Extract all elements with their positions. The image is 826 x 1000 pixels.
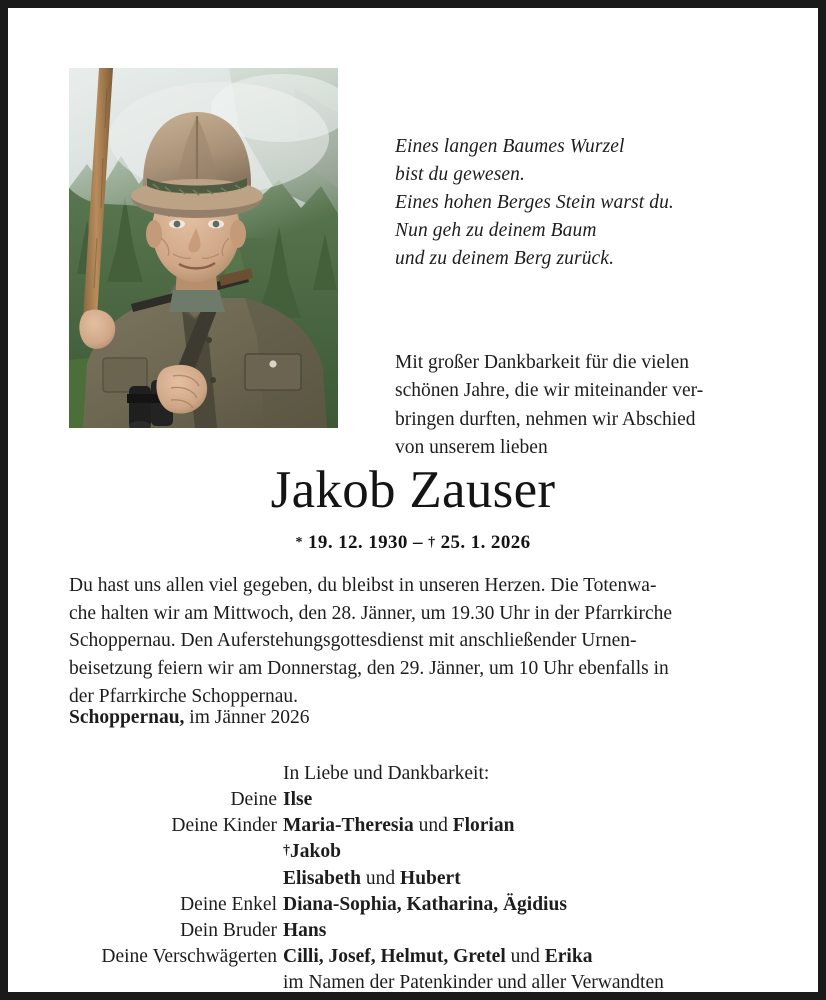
announcement-line-3: Schoppernau. Den Auferstehungsgottesdienst mit anschließender Urnen- <box>69 630 637 652</box>
family-row <box>8 866 818 892</box>
family-names: Diana-Sophia, Katharina, Ägidius <box>283 893 567 915</box>
death-date: 25. 1. 2026 <box>440 532 531 553</box>
family-row <box>8 892 818 918</box>
notice-inner <box>8 8 818 992</box>
family-relation-label: Dein Bruder <box>180 919 277 941</box>
family-relation-label: Deine Kinder <box>171 815 277 837</box>
family-row <box>8 839 818 865</box>
verse-line-2: bist du gewesen. <box>395 164 525 186</box>
notice-date: im Jänner 2026 <box>189 707 310 728</box>
life-dates <box>8 532 818 554</box>
announcement-text <box>69 572 771 710</box>
deceased-name: Jakob Zauser <box>270 461 556 519</box>
thanks-line-3: bringen durften, nehmen wir Abschied <box>395 408 696 430</box>
death-cross-icon: † <box>428 535 436 550</box>
family-relation-label: Deine Verschwägerten <box>101 945 277 967</box>
thanks-line-4: von unserem lieben <box>395 437 548 459</box>
family-names: †Jakob <box>283 841 341 863</box>
birth-date: 19. 12. 1930 <box>308 532 408 553</box>
verse-line-3: Eines hohen Berges Stein warst du. <box>395 192 674 214</box>
memorial-verse <box>395 133 795 273</box>
portrait-photo <box>69 68 338 428</box>
family-row <box>8 944 818 970</box>
verse-line-5: und zu deinem Berg zurück. <box>395 248 615 270</box>
family-row <box>8 813 818 839</box>
family-row <box>8 787 818 813</box>
family-names: Ilse <box>283 789 313 811</box>
family-names: Maria-Theresia und Florian <box>283 815 515 837</box>
announcement-line-2: che halten wir am Mittwoch, den 28. Jänner, um 19.30 Uhr in der Pfarrkirche <box>69 602 673 624</box>
place-name: Schoppernau, <box>69 707 185 728</box>
announcement-line-4: beisetzung feiern wir am Donnerstag, den 29. Jänner, um 10 Uhr ebenfalls in <box>69 658 669 680</box>
announcement-line-1: Du hast uns allen viel gegeben, du bleibst in unseren Herzen. Die Totenwa- <box>69 575 657 596</box>
date-separator: – <box>413 532 423 553</box>
family-relation-label: Deine <box>230 789 277 811</box>
thanks-line-1: Mit großer Dankbarkeit für die vielen <box>395 352 690 373</box>
place-date-line <box>69 707 310 729</box>
verse-line-4: Nun geh zu deinem Baum <box>395 220 597 242</box>
family-names: Hans <box>283 919 327 941</box>
family-footer: im Namen der Patenkinder und aller Verwandten <box>283 972 664 993</box>
family-row <box>8 918 818 944</box>
thanks-paragraph <box>395 349 773 463</box>
portrait-photo-image <box>69 68 338 428</box>
announcement-line-5: der Pfarrkirche Schoppernau. <box>69 685 299 707</box>
family-heading-row <box>8 761 818 787</box>
family-relation-label: Deine Enkel <box>180 893 277 915</box>
family-footer-row <box>8 970 818 996</box>
family-heading: In Liebe und Dankbarkeit: <box>283 763 490 784</box>
verse-line-1: Eines langen Baumes Wurzel <box>395 136 625 157</box>
family-list <box>8 761 818 996</box>
thanks-line-2: schönen Jahre, die wir miteinander ver- <box>395 380 704 402</box>
family-names: Elisabeth und Hubert <box>283 867 461 889</box>
family-names: Cilli, Josef, Helmut, Gretel und Erika <box>283 945 593 967</box>
birth-symbol: * <box>295 535 303 550</box>
